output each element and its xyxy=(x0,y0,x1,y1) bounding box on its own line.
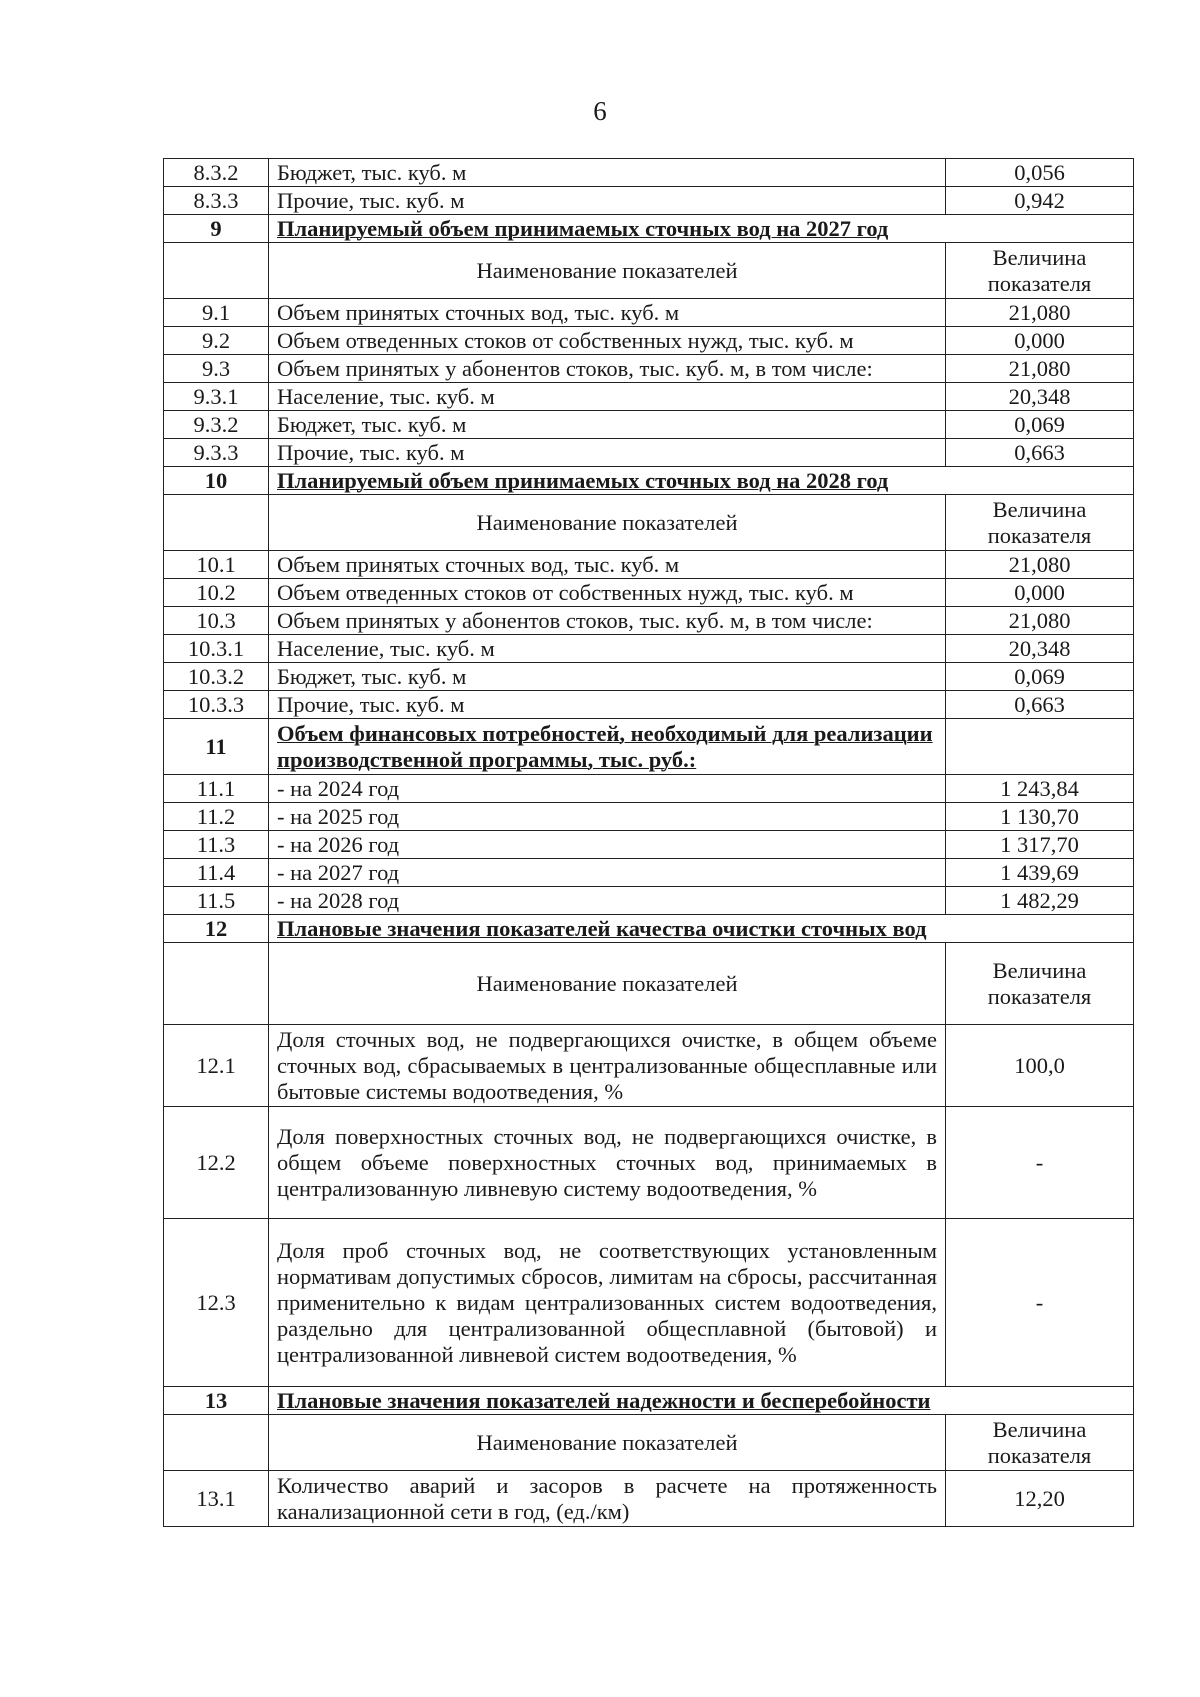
table-row xyxy=(164,887,1134,915)
row-number: 11.2 xyxy=(164,803,269,831)
row-number: 9.3.1 xyxy=(164,383,269,411)
section-value-empty xyxy=(946,719,1134,775)
table-row xyxy=(164,159,1134,187)
row-value: 0,069 xyxy=(946,663,1134,691)
row-name: - на 2028 год xyxy=(269,887,946,915)
section-row xyxy=(164,215,1134,243)
row-number: 9.3.2 xyxy=(164,411,269,439)
table-row xyxy=(164,411,1134,439)
row-value: 0,000 xyxy=(946,327,1134,355)
row-value: 12,20 xyxy=(946,1471,1134,1527)
row-number: 11.3 xyxy=(164,831,269,859)
section-row xyxy=(164,915,1134,943)
header-empty-cell xyxy=(164,495,269,551)
header-row xyxy=(164,495,1134,551)
row-number: 11.1 xyxy=(164,775,269,803)
section-title: Плановые значения показателей качества очистки сточных вод xyxy=(269,915,1134,943)
section-title: Плановые значения показателей надежности и бесперебойности xyxy=(269,1387,1134,1415)
row-number: 9.1 xyxy=(164,299,269,327)
table-row xyxy=(164,1025,1134,1107)
section-number: 13 xyxy=(164,1387,269,1415)
row-value: 0,663 xyxy=(946,439,1134,467)
table-row xyxy=(164,859,1134,887)
row-number: 11.4 xyxy=(164,859,269,887)
row-value: 21,080 xyxy=(946,355,1134,383)
header-row xyxy=(164,243,1134,299)
row-value: 21,080 xyxy=(946,551,1134,579)
row-value: 0,000 xyxy=(946,579,1134,607)
table-row xyxy=(164,803,1134,831)
header-row xyxy=(164,1415,1134,1471)
row-number: 8.3.3 xyxy=(164,187,269,215)
header-name: Наименование показателей xyxy=(269,943,946,1025)
row-name: Доля сточных вод, не подвергающихся очистке, в общем объеме сточных вод, сбрасываемых в централизованные общесплавные или бытовые системы водоотведения, % xyxy=(269,1025,946,1107)
row-name: Объем принятых у абонентов стоков, тыс. куб. м, в том числе: xyxy=(269,607,946,635)
row-value: 0,056 xyxy=(946,159,1134,187)
row-number: 11.5 xyxy=(164,887,269,915)
header-name: Наименование показателей xyxy=(269,243,946,299)
header-empty-cell xyxy=(164,243,269,299)
row-value: 100,0 xyxy=(946,1025,1134,1107)
row-value: 20,348 xyxy=(946,383,1134,411)
row-number: 9.3.3 xyxy=(164,439,269,467)
indicators-table xyxy=(163,158,1134,1527)
row-name: Объем отведенных стоков от собственных нужд, тыс. куб. м xyxy=(269,579,946,607)
header-empty-cell xyxy=(164,943,269,1025)
row-name: Население, тыс. куб. м xyxy=(269,383,946,411)
header-value: Величина показателя xyxy=(946,1415,1134,1471)
header-name: Наименование показателей xyxy=(269,1415,946,1471)
row-value: 0,942 xyxy=(946,187,1134,215)
row-number: 12.2 xyxy=(164,1107,269,1219)
row-name: Население, тыс. куб. м xyxy=(269,635,946,663)
section-title: Объем финансовых потребностей, необходимый для реализации производственной программы, тыс. руб.: xyxy=(269,719,946,775)
row-number: 10.1 xyxy=(164,551,269,579)
row-number: 10.3.3 xyxy=(164,691,269,719)
table-row xyxy=(164,579,1134,607)
row-number: 9.3 xyxy=(164,355,269,383)
table-row xyxy=(164,691,1134,719)
row-name: Количество аварий и засоров в расчете на протяженность канализационной сети в год, (ед./км) xyxy=(269,1471,946,1527)
table-row xyxy=(164,551,1134,579)
section-title: Планируемый объем принимаемых сточных вод на 2028 год xyxy=(269,467,1134,495)
row-number: 10.3.2 xyxy=(164,663,269,691)
row-value: 1 130,70 xyxy=(946,803,1134,831)
row-number: 10.3 xyxy=(164,607,269,635)
table-row xyxy=(164,299,1134,327)
section-number: 12 xyxy=(164,915,269,943)
row-name: Объем принятых у абонентов стоков, тыс. куб. м, в том числе: xyxy=(269,355,946,383)
header-value: Величина показателя xyxy=(946,243,1134,299)
row-name: Доля проб сточных вод, не соответствующих установленным нормативам допустимых сбросов, лимитам на сбросы, рассчитанная применительно к видам централизованных систем водоотведения, раздельно для централизованной общесплавной (бытовой) и централизованной ливневой систем водоотведения, % xyxy=(269,1219,946,1387)
row-value: 1 439,69 xyxy=(946,859,1134,887)
row-name: Объем принятых сточных вод, тыс. куб. м xyxy=(269,299,946,327)
row-name: Прочие, тыс. куб. м xyxy=(269,187,946,215)
section-row xyxy=(164,719,1134,775)
header-empty-cell xyxy=(164,1415,269,1471)
row-name: Объем отведенных стоков от собственных нужд, тыс. куб. м xyxy=(269,327,946,355)
section-number: 10 xyxy=(164,467,269,495)
table-row xyxy=(164,327,1134,355)
table-row xyxy=(164,775,1134,803)
row-number: 9.2 xyxy=(164,327,269,355)
table-row xyxy=(164,383,1134,411)
row-value: - xyxy=(946,1219,1134,1387)
section-title: Планируемый объем принимаемых сточных вод на 2027 год xyxy=(269,215,1134,243)
row-name: Прочие, тыс. куб. м xyxy=(269,691,946,719)
row-value: 20,348 xyxy=(946,635,1134,663)
table-row xyxy=(164,187,1134,215)
section-row xyxy=(164,1387,1134,1415)
row-name: Бюджет, тыс. куб. м xyxy=(269,159,946,187)
row-value: 21,080 xyxy=(946,607,1134,635)
row-name: Бюджет, тыс. куб. м xyxy=(269,663,946,691)
row-name: - на 2026 год xyxy=(269,831,946,859)
row-number: 13.1 xyxy=(164,1471,269,1527)
row-name: Прочие, тыс. куб. м xyxy=(269,439,946,467)
row-value: - xyxy=(946,1107,1134,1219)
row-name: Доля поверхностных сточных вод, не подвергающихся очистке, в общем объеме поверхностных сточных вод, принимаемых в централизованную ливневую систему водоотведения, % xyxy=(269,1107,946,1219)
row-number: 8.3.2 xyxy=(164,159,269,187)
table-row xyxy=(164,635,1134,663)
row-value: 0,069 xyxy=(946,411,1134,439)
row-number: 12.3 xyxy=(164,1219,269,1387)
header-name: Наименование показателей xyxy=(269,495,946,551)
section-number: 11 xyxy=(164,719,269,775)
table-row xyxy=(164,831,1134,859)
header-value: Величина показателя xyxy=(946,943,1134,1025)
row-number: 10.2 xyxy=(164,579,269,607)
row-name: Бюджет, тыс. куб. м xyxy=(269,411,946,439)
header-value: Величина показателя xyxy=(946,495,1134,551)
row-name: Объем принятых сточных вод, тыс. куб. м xyxy=(269,551,946,579)
row-number: 10.3.1 xyxy=(164,635,269,663)
table-row xyxy=(164,1471,1134,1527)
row-name: - на 2025 год xyxy=(269,803,946,831)
table-row xyxy=(164,607,1134,635)
row-name: - на 2027 год xyxy=(269,859,946,887)
table-row xyxy=(164,439,1134,467)
row-name: - на 2024 год xyxy=(269,775,946,803)
header-row xyxy=(164,943,1134,1025)
row-value: 1 482,29 xyxy=(946,887,1134,915)
table-row xyxy=(164,663,1134,691)
row-value: 1 243,84 xyxy=(946,775,1134,803)
table-row xyxy=(164,1219,1134,1387)
section-row xyxy=(164,467,1134,495)
section-number: 9 xyxy=(164,215,269,243)
table-row xyxy=(164,355,1134,383)
table-row xyxy=(164,1107,1134,1219)
page-number: 6 xyxy=(593,96,607,126)
row-number: 12.1 xyxy=(164,1025,269,1107)
row-value: 1 317,70 xyxy=(946,831,1134,859)
row-value: 21,080 xyxy=(946,299,1134,327)
row-value: 0,663 xyxy=(946,691,1134,719)
